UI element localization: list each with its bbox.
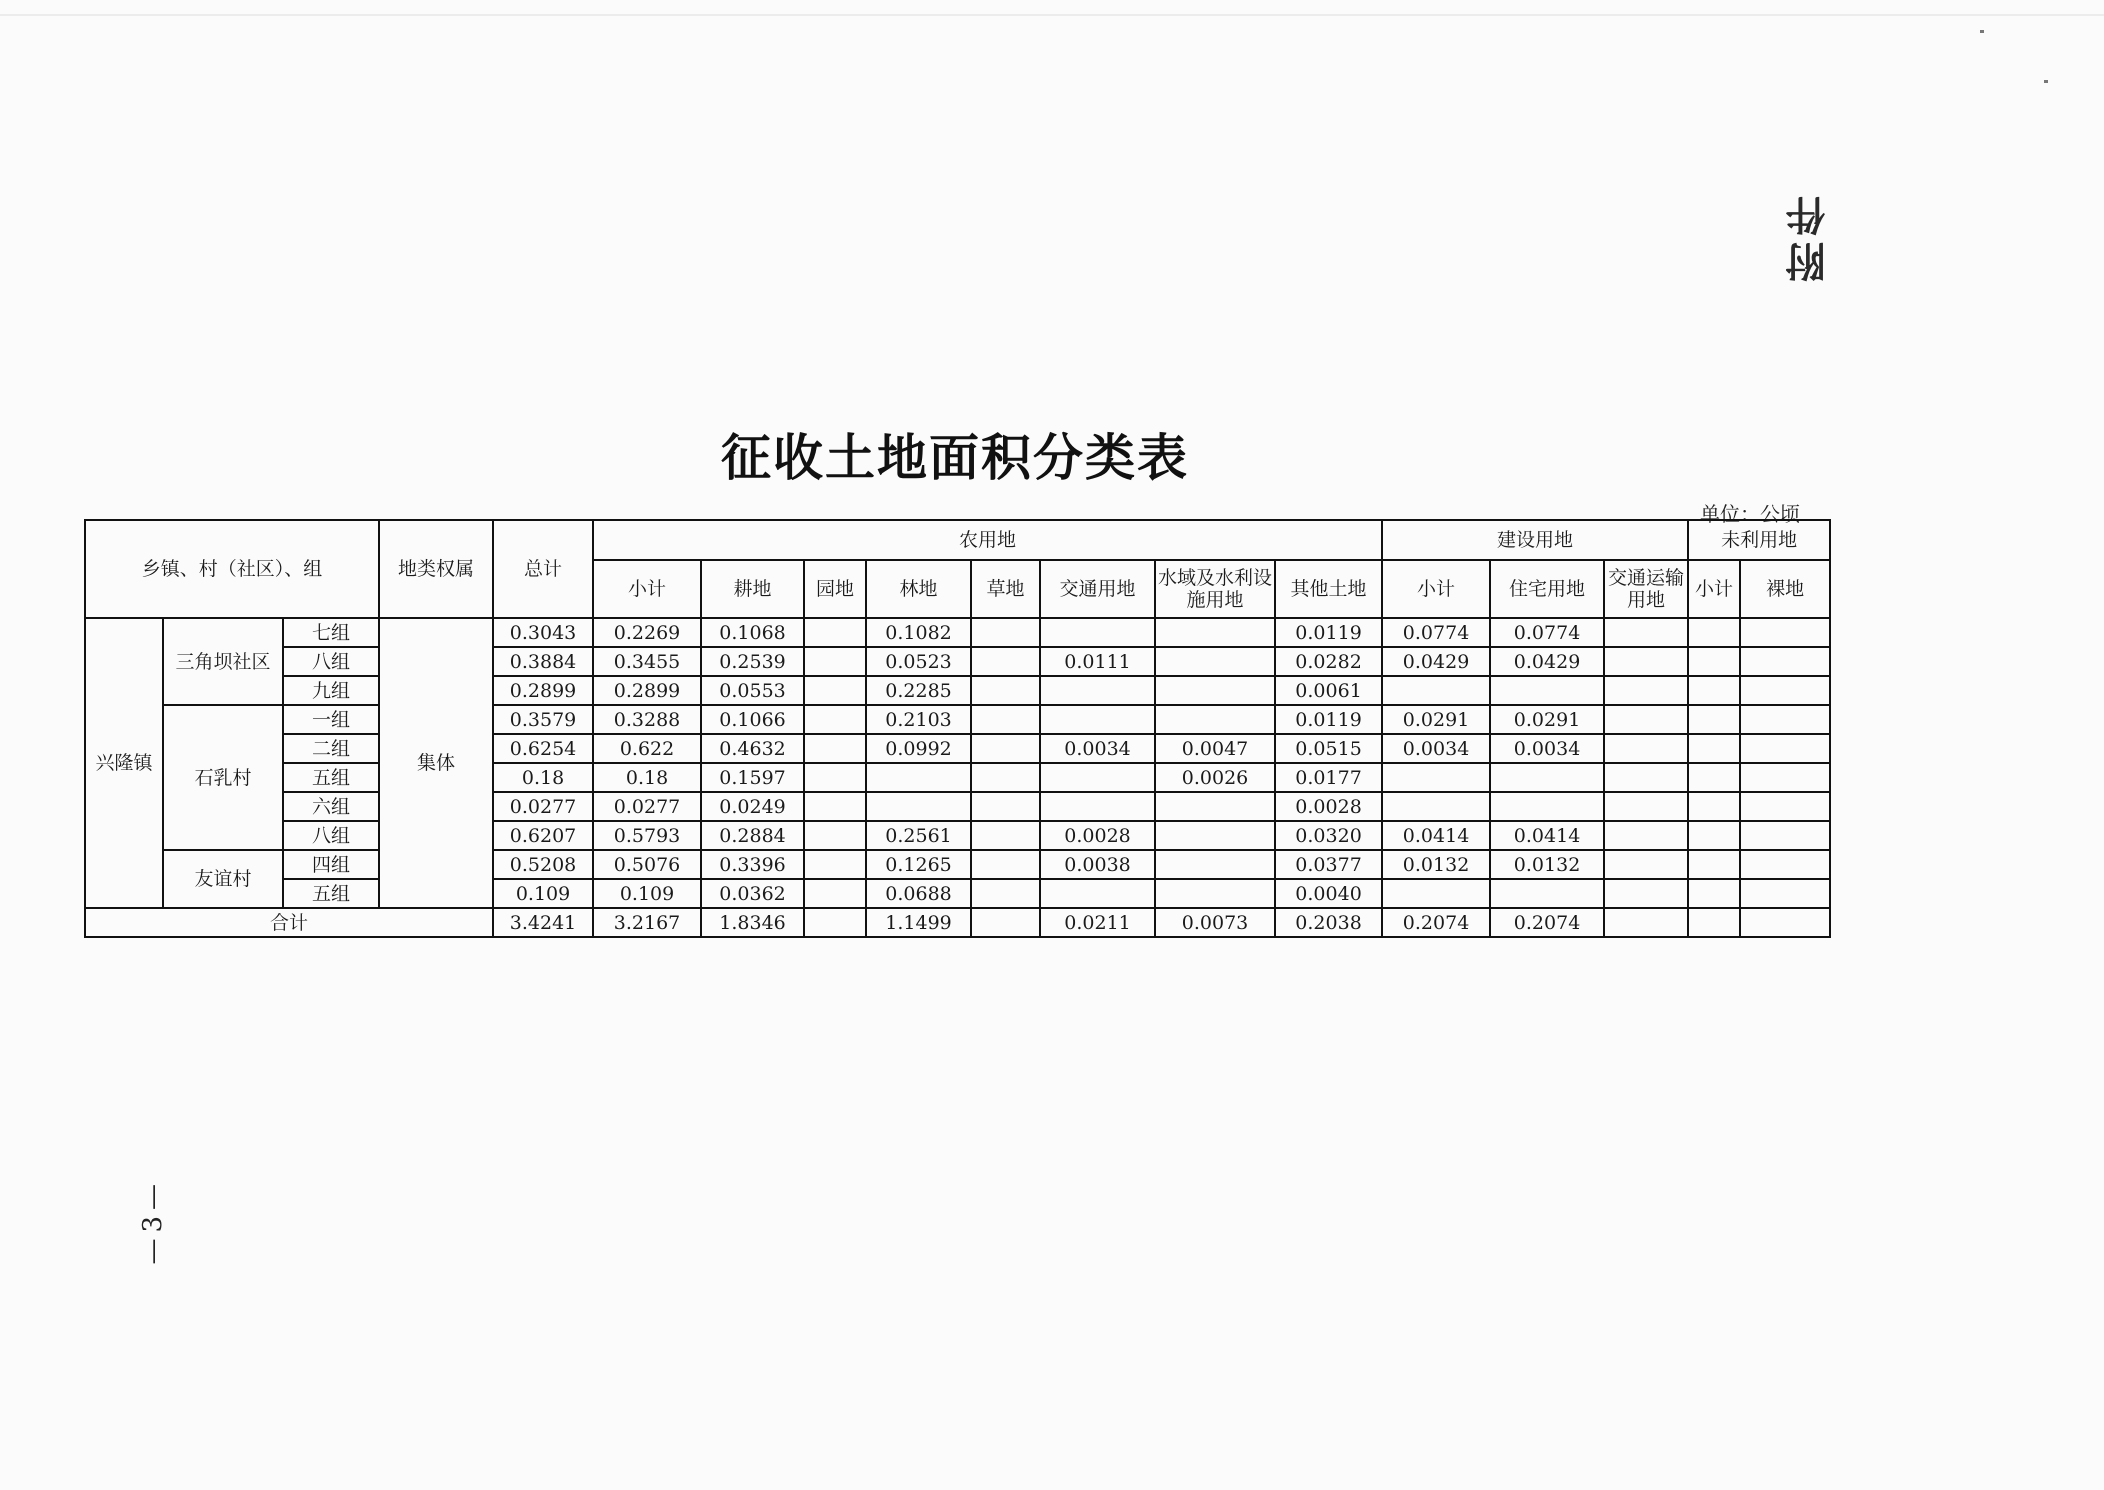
value-cell: 0.5793 bbox=[593, 821, 701, 850]
value-cell bbox=[971, 618, 1040, 647]
value-cell: 0.0034 bbox=[1040, 734, 1155, 763]
total-value-cell: 3.2167 bbox=[593, 908, 701, 937]
value-cell bbox=[1040, 763, 1155, 792]
header-bare-land: 裸地 bbox=[1740, 560, 1830, 618]
value-cell: 0.18 bbox=[593, 763, 701, 792]
value-cell bbox=[1155, 647, 1275, 676]
value-cell bbox=[866, 763, 971, 792]
value-cell bbox=[1688, 821, 1740, 850]
scan-speck bbox=[1980, 30, 1984, 33]
value-cell: 0.0177 bbox=[1275, 763, 1382, 792]
value-cell bbox=[1490, 763, 1604, 792]
total-value-cell: 1.8346 bbox=[701, 908, 804, 937]
attachment-label: 附件 bbox=[1786, 190, 1832, 282]
value-cell bbox=[1604, 850, 1688, 879]
value-cell bbox=[804, 647, 866, 676]
header-unused-land: 未利用地 bbox=[1688, 520, 1830, 560]
header-other-land: 其他土地 bbox=[1275, 560, 1382, 618]
header-row-1 bbox=[85, 520, 1830, 560]
group-cell: 四组 bbox=[283, 850, 379, 879]
value-cell: 0.0429 bbox=[1382, 647, 1490, 676]
value-cell: 0.0277 bbox=[593, 792, 701, 821]
value-cell bbox=[971, 647, 1040, 676]
value-cell: 0.18 bbox=[493, 763, 593, 792]
group-cell: 二组 bbox=[283, 734, 379, 763]
village-cell: 友谊村 bbox=[163, 850, 283, 908]
value-cell: 0.3455 bbox=[593, 647, 701, 676]
value-cell bbox=[804, 676, 866, 705]
value-cell: 0.0291 bbox=[1382, 705, 1490, 734]
value-cell: 0.0414 bbox=[1490, 821, 1604, 850]
value-cell bbox=[1688, 618, 1740, 647]
value-cell bbox=[1155, 879, 1275, 908]
value-cell bbox=[804, 792, 866, 821]
value-cell: 0.0774 bbox=[1382, 618, 1490, 647]
value-cell: 0.5208 bbox=[493, 850, 593, 879]
value-cell: 0.2269 bbox=[593, 618, 701, 647]
group-cell: 六组 bbox=[283, 792, 379, 821]
value-cell bbox=[804, 850, 866, 879]
ownership-cell: 集体 bbox=[379, 618, 493, 908]
value-cell bbox=[1382, 676, 1490, 705]
group-cell: 八组 bbox=[283, 647, 379, 676]
town-cell: 兴隆镇 bbox=[85, 618, 163, 908]
value-cell: 0.0291 bbox=[1490, 705, 1604, 734]
value-cell bbox=[1155, 705, 1275, 734]
table-row bbox=[85, 647, 1830, 676]
header-garden: 园地 bbox=[804, 560, 866, 618]
value-cell bbox=[1688, 763, 1740, 792]
value-cell: 0.0992 bbox=[866, 734, 971, 763]
value-cell bbox=[1740, 618, 1830, 647]
value-cell bbox=[1155, 618, 1275, 647]
total-value-cell: 1.1499 bbox=[866, 908, 971, 937]
value-cell bbox=[1382, 879, 1490, 908]
value-cell: 0.1597 bbox=[701, 763, 804, 792]
value-cell: 0.0553 bbox=[701, 676, 804, 705]
value-cell bbox=[1040, 792, 1155, 821]
value-cell bbox=[866, 792, 971, 821]
unit-label: 单位：公顷 bbox=[1700, 502, 1800, 526]
value-cell bbox=[971, 676, 1040, 705]
value-cell bbox=[971, 734, 1040, 763]
value-cell bbox=[1740, 676, 1830, 705]
value-cell: 0.6254 bbox=[493, 734, 593, 763]
value-cell: 0.0362 bbox=[701, 879, 804, 908]
value-cell: 0.0028 bbox=[1040, 821, 1155, 850]
village-cell: 石乳村 bbox=[163, 705, 283, 850]
value-cell: 0.3579 bbox=[493, 705, 593, 734]
value-cell: 0.2561 bbox=[866, 821, 971, 850]
total-value-cell bbox=[804, 908, 866, 937]
total-value-cell: 0.2038 bbox=[1275, 908, 1382, 937]
page-title: 征收土地面积分类表 bbox=[721, 429, 1189, 487]
table-row bbox=[85, 850, 1830, 879]
value-cell: 0.109 bbox=[493, 879, 593, 908]
table-row bbox=[85, 763, 1830, 792]
value-cell bbox=[1604, 618, 1688, 647]
value-cell: 0.0119 bbox=[1275, 705, 1382, 734]
value-cell bbox=[1688, 792, 1740, 821]
value-cell: 0.3288 bbox=[593, 705, 701, 734]
value-cell bbox=[1490, 792, 1604, 821]
value-cell bbox=[1040, 676, 1155, 705]
total-value-cell: 0.2074 bbox=[1382, 908, 1490, 937]
value-cell: 0.1265 bbox=[866, 850, 971, 879]
value-cell: 0.0132 bbox=[1490, 850, 1604, 879]
value-cell: 0.0034 bbox=[1490, 734, 1604, 763]
value-cell bbox=[1604, 705, 1688, 734]
header-unused-subtotal: 小计 bbox=[1688, 560, 1740, 618]
value-cell bbox=[1490, 879, 1604, 908]
total-label: 合计 bbox=[85, 908, 493, 937]
total-value-cell: 0.0211 bbox=[1040, 908, 1155, 937]
value-cell bbox=[1740, 792, 1830, 821]
value-cell: 0.2103 bbox=[866, 705, 971, 734]
value-cell bbox=[1740, 647, 1830, 676]
total-row bbox=[85, 908, 1830, 937]
value-cell bbox=[1688, 850, 1740, 879]
value-cell: 0.1066 bbox=[701, 705, 804, 734]
total-value-cell: 3.4241 bbox=[493, 908, 593, 937]
value-cell bbox=[804, 705, 866, 734]
value-cell: 0.2285 bbox=[866, 676, 971, 705]
total-value-cell bbox=[1604, 908, 1688, 937]
page-number: —3— bbox=[138, 1178, 168, 1265]
value-cell: 0.2899 bbox=[593, 676, 701, 705]
value-cell: 0.109 bbox=[593, 879, 701, 908]
total-value-cell bbox=[1740, 908, 1830, 937]
value-cell: 0.0282 bbox=[1275, 647, 1382, 676]
value-cell: 0.3884 bbox=[493, 647, 593, 676]
header-ownership: 地类权属 bbox=[379, 520, 493, 618]
total-value-cell: 0.0073 bbox=[1155, 908, 1275, 937]
value-cell bbox=[1688, 705, 1740, 734]
table-row bbox=[85, 618, 1830, 647]
value-cell bbox=[1740, 705, 1830, 734]
value-cell bbox=[1740, 879, 1830, 908]
value-cell bbox=[804, 879, 866, 908]
value-cell bbox=[1604, 676, 1688, 705]
header-transport-land: 交通运输用地 bbox=[1604, 560, 1688, 618]
value-cell: 0.0028 bbox=[1275, 792, 1382, 821]
value-cell: 0.0026 bbox=[1155, 763, 1275, 792]
table-row bbox=[85, 821, 1830, 850]
header-water: 水域及水利设施用地 bbox=[1155, 560, 1275, 618]
value-cell: 0.6207 bbox=[493, 821, 593, 850]
value-cell: 0.3396 bbox=[701, 850, 804, 879]
value-cell: 0.622 bbox=[593, 734, 701, 763]
value-cell bbox=[1688, 734, 1740, 763]
value-cell bbox=[1604, 763, 1688, 792]
header-forest: 林地 bbox=[866, 560, 971, 618]
value-cell: 0.3043 bbox=[493, 618, 593, 647]
value-cell: 0.0688 bbox=[866, 879, 971, 908]
value-cell: 0.0111 bbox=[1040, 647, 1155, 676]
value-cell: 0.0038 bbox=[1040, 850, 1155, 879]
value-cell: 0.0249 bbox=[701, 792, 804, 821]
value-cell: 0.0774 bbox=[1490, 618, 1604, 647]
value-cell bbox=[1604, 792, 1688, 821]
value-cell: 0.0414 bbox=[1382, 821, 1490, 850]
value-cell bbox=[804, 618, 866, 647]
value-cell bbox=[1740, 850, 1830, 879]
value-cell bbox=[1155, 821, 1275, 850]
header-transport: 交通用地 bbox=[1040, 560, 1155, 618]
value-cell bbox=[971, 763, 1040, 792]
value-cell: 0.5076 bbox=[593, 850, 701, 879]
value-cell bbox=[971, 705, 1040, 734]
value-cell bbox=[1688, 647, 1740, 676]
value-cell bbox=[1155, 676, 1275, 705]
value-cell bbox=[1604, 734, 1688, 763]
value-cell bbox=[1040, 879, 1155, 908]
value-cell bbox=[1604, 879, 1688, 908]
value-cell bbox=[804, 734, 866, 763]
header-construction-subtotal: 小计 bbox=[1382, 560, 1490, 618]
table-row bbox=[85, 792, 1830, 821]
value-cell: 0.0320 bbox=[1275, 821, 1382, 850]
value-cell bbox=[1688, 676, 1740, 705]
group-cell: 五组 bbox=[283, 763, 379, 792]
value-cell: 0.0515 bbox=[1275, 734, 1382, 763]
value-cell: 0.2539 bbox=[701, 647, 804, 676]
group-cell: 八组 bbox=[283, 821, 379, 850]
header-residential: 住宅用地 bbox=[1490, 560, 1604, 618]
value-cell: 0.0034 bbox=[1382, 734, 1490, 763]
value-cell bbox=[1040, 705, 1155, 734]
group-cell: 五组 bbox=[283, 879, 379, 908]
village-cell: 三角坝社区 bbox=[163, 618, 283, 705]
total-value-cell bbox=[971, 908, 1040, 937]
header-agri-subtotal: 小计 bbox=[593, 560, 701, 618]
value-cell bbox=[1740, 821, 1830, 850]
value-cell: 0.2884 bbox=[701, 821, 804, 850]
header-cultivated: 耕地 bbox=[701, 560, 804, 618]
value-cell: 0.0277 bbox=[493, 792, 593, 821]
value-cell: 0.0040 bbox=[1275, 879, 1382, 908]
group-cell: 一组 bbox=[283, 705, 379, 734]
value-cell: 0.1082 bbox=[866, 618, 971, 647]
value-cell: 0.0061 bbox=[1275, 676, 1382, 705]
value-cell: 0.4632 bbox=[701, 734, 804, 763]
value-cell bbox=[1382, 763, 1490, 792]
value-cell bbox=[971, 821, 1040, 850]
group-cell: 七组 bbox=[283, 618, 379, 647]
value-cell: 0.0119 bbox=[1275, 618, 1382, 647]
scan-speck bbox=[2044, 80, 2048, 83]
value-cell bbox=[1155, 792, 1275, 821]
value-cell bbox=[1688, 879, 1740, 908]
header-grassland: 草地 bbox=[971, 560, 1040, 618]
group-cell: 九组 bbox=[283, 676, 379, 705]
value-cell bbox=[1604, 647, 1688, 676]
land-classification-table bbox=[84, 519, 1831, 938]
value-cell: 0.0429 bbox=[1490, 647, 1604, 676]
value-cell bbox=[971, 850, 1040, 879]
header-agricultural-land: 农用地 bbox=[593, 520, 1382, 560]
value-cell bbox=[971, 792, 1040, 821]
value-cell bbox=[804, 821, 866, 850]
value-cell: 0.0047 bbox=[1155, 734, 1275, 763]
table-row bbox=[85, 734, 1830, 763]
value-cell bbox=[1490, 676, 1604, 705]
value-cell: 0.0377 bbox=[1275, 850, 1382, 879]
table-row bbox=[85, 676, 1830, 705]
header-location: 乡镇、村（社区）、组 bbox=[85, 520, 379, 618]
value-cell bbox=[971, 879, 1040, 908]
value-cell bbox=[804, 763, 866, 792]
value-cell: 0.0523 bbox=[866, 647, 971, 676]
value-cell: 0.0132 bbox=[1382, 850, 1490, 879]
scan-top-edge bbox=[0, 14, 2104, 16]
table-body bbox=[85, 618, 1830, 937]
value-cell bbox=[1382, 792, 1490, 821]
value-cell bbox=[1740, 763, 1830, 792]
value-cell bbox=[1040, 618, 1155, 647]
value-cell bbox=[1604, 821, 1688, 850]
table-row bbox=[85, 879, 1830, 908]
value-cell: 0.2899 bbox=[493, 676, 593, 705]
value-cell: 0.1068 bbox=[701, 618, 804, 647]
table-row bbox=[85, 705, 1830, 734]
header-total: 总计 bbox=[493, 520, 593, 618]
value-cell bbox=[1740, 734, 1830, 763]
value-cell bbox=[1155, 850, 1275, 879]
total-value-cell bbox=[1688, 908, 1740, 937]
header-construction-land: 建设用地 bbox=[1382, 520, 1688, 560]
total-value-cell: 0.2074 bbox=[1490, 908, 1604, 937]
